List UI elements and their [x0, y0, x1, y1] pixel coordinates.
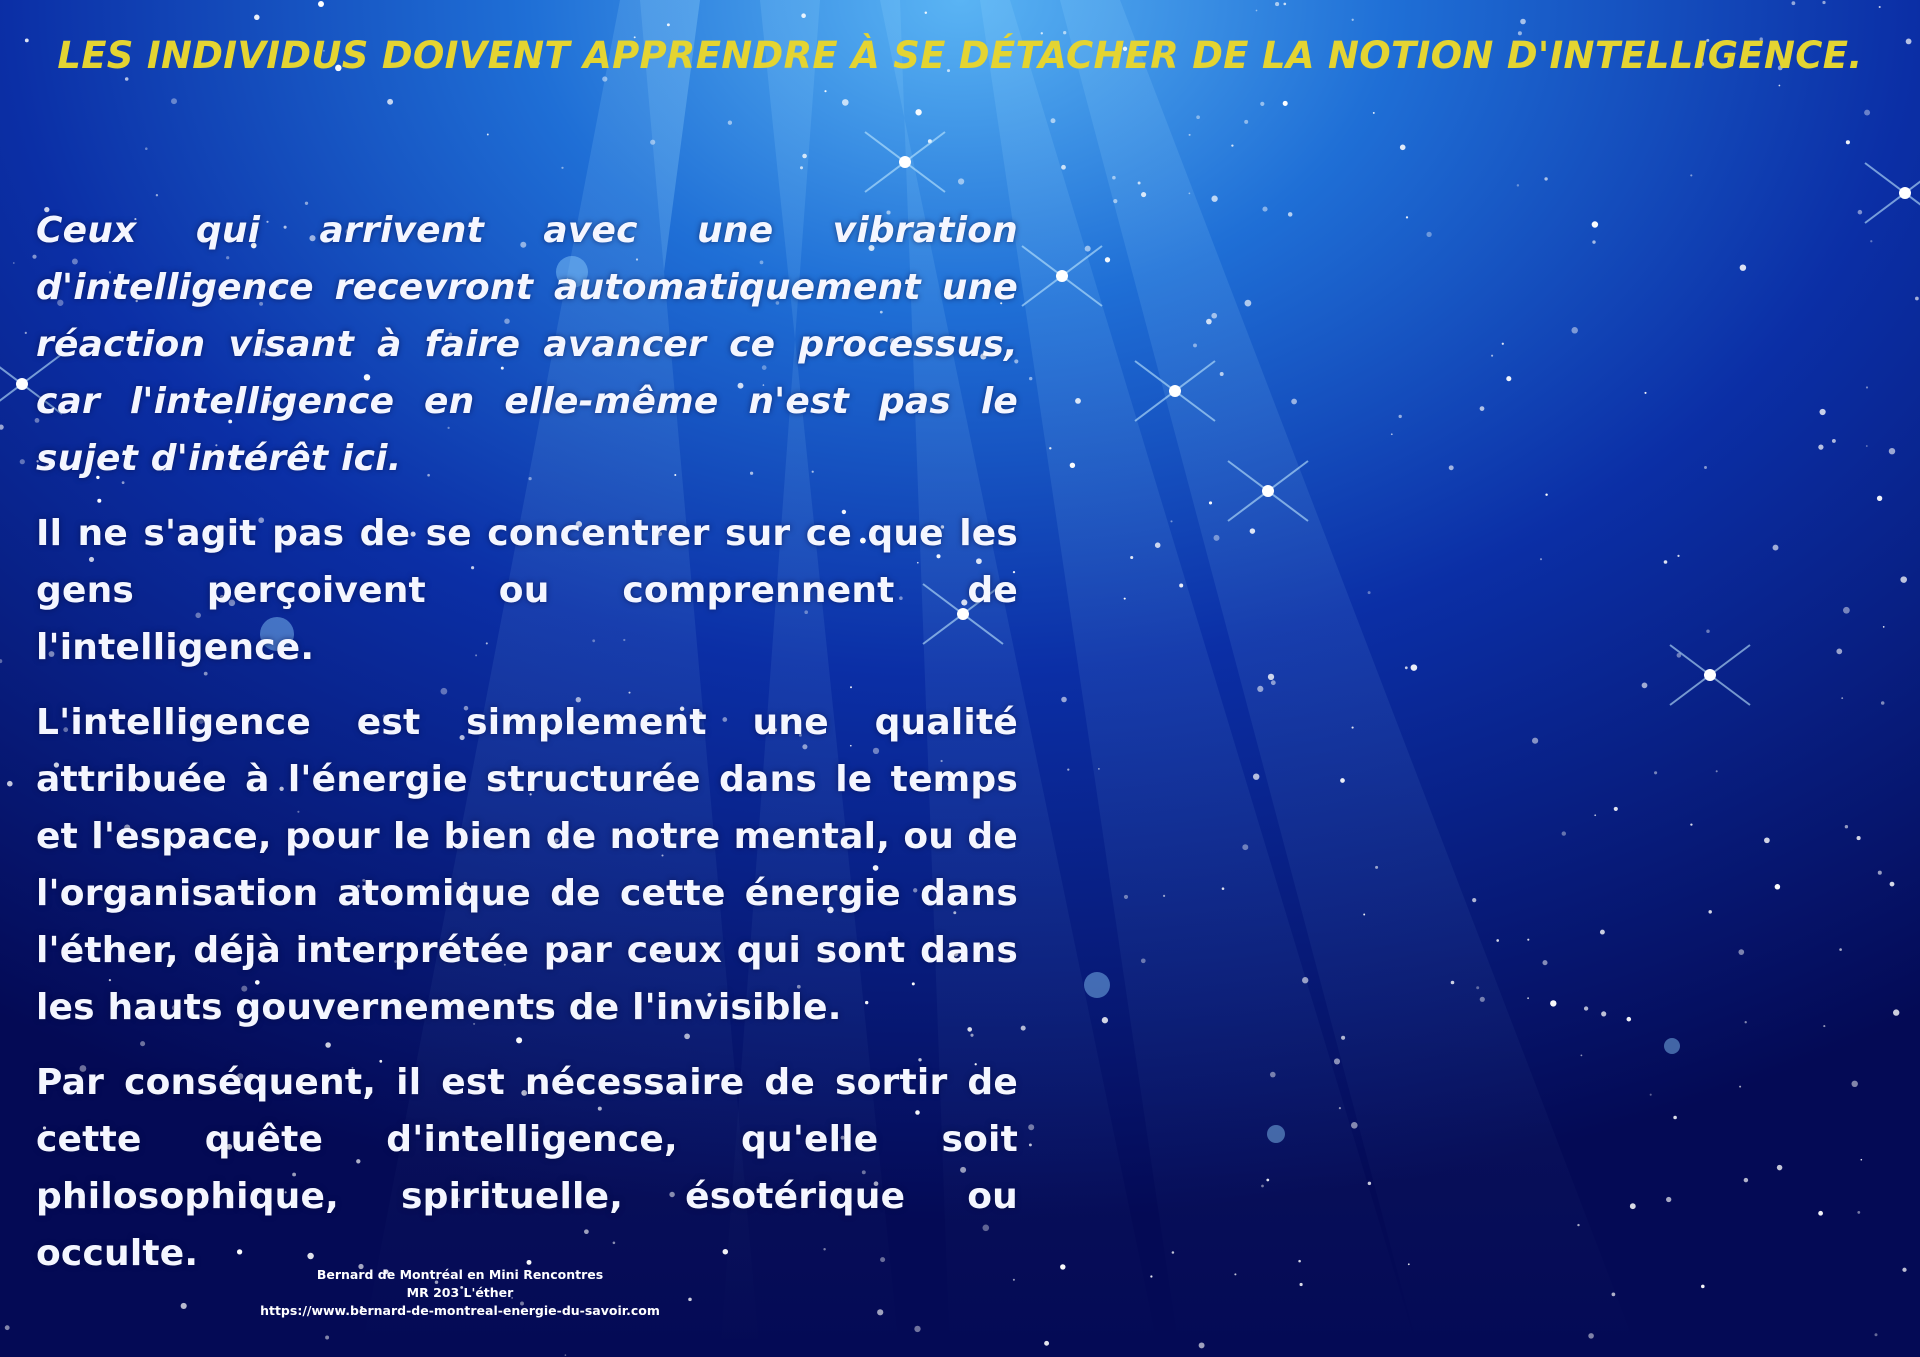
star — [1532, 738, 1538, 744]
star — [1044, 1341, 1049, 1346]
star — [1266, 1179, 1269, 1182]
star — [1594, 814, 1596, 816]
star — [1900, 576, 1907, 583]
star — [1701, 1285, 1705, 1289]
star — [1881, 701, 1885, 705]
star — [1242, 844, 1248, 850]
star — [802, 154, 807, 159]
star — [925, 11, 927, 13]
star — [1340, 778, 1345, 783]
paragraph-3: L'intelligence est simplement une qualité attribuée à l'énergie structurée dans le temps et l'espace, pour le bien de notre mental, ou de l'organisation atomique de cette énergie dans l'éther, déjà interprétée par ceux qui sont dans les hauts gouvernements de l'invisible. — [36, 702, 1018, 1028]
star — [1545, 493, 1547, 495]
star — [25, 332, 27, 334]
star — [1352, 19, 1354, 21]
star — [1113, 199, 1117, 203]
star — [1877, 496, 1882, 501]
star — [602, 76, 607, 81]
star — [1614, 807, 1618, 811]
star — [1196, 115, 1200, 119]
star — [1363, 914, 1365, 916]
star — [1858, 210, 1863, 215]
star — [1851, 1081, 1857, 1087]
paragraph-4: Par conséquent, il est nécessaire de sortir de cette quête d'intelligence, qu'elle soit philosophique, spirituelle, ésotérique ou occulte. — [36, 1062, 1018, 1274]
star — [1491, 355, 1493, 357]
star — [1067, 768, 1069, 770]
star — [1124, 598, 1126, 600]
star — [1028, 1124, 1034, 1130]
star — [1550, 1000, 1556, 1006]
star — [1630, 1203, 1636, 1209]
star — [1283, 3, 1286, 6]
star — [1832, 439, 1836, 443]
star — [1405, 666, 1408, 669]
star — [1588, 1333, 1594, 1339]
star — [1902, 1268, 1906, 1272]
star — [1098, 768, 1100, 770]
star — [1775, 884, 1781, 890]
star — [842, 99, 849, 106]
star — [487, 134, 489, 136]
star — [801, 13, 806, 18]
star — [1864, 110, 1870, 116]
star — [1373, 112, 1375, 114]
quote-body — [36, 202, 1018, 1300]
star — [1051, 118, 1056, 123]
star — [1836, 649, 1842, 655]
star — [1690, 823, 1692, 825]
star — [1644, 392, 1646, 394]
star — [1580, 1054, 1582, 1056]
star — [1352, 727, 1354, 729]
star — [5, 1325, 10, 1330]
star — [1172, 1251, 1175, 1254]
star — [1506, 376, 1511, 381]
star — [1231, 144, 1233, 146]
star — [650, 140, 655, 145]
star — [1627, 1017, 1632, 1022]
star — [1823, 1025, 1825, 1027]
star — [1124, 895, 1128, 899]
star — [1170, 520, 1172, 522]
star — [1049, 447, 1051, 449]
star — [1275, 2, 1279, 6]
star — [1592, 240, 1595, 243]
star — [1571, 327, 1578, 334]
star — [824, 90, 826, 92]
credit-author: Bernard de Montréal en Mini Rencontres — [316, 1267, 604, 1282]
star — [1260, 102, 1264, 106]
star — [1480, 406, 1485, 411]
star — [1179, 584, 1183, 588]
star — [1673, 1116, 1677, 1120]
star — [915, 109, 921, 115]
star — [318, 1, 324, 7]
star — [1257, 686, 1263, 692]
star — [1704, 466, 1707, 469]
star — [1245, 300, 1252, 307]
star — [1253, 773, 1259, 779]
star — [325, 1336, 329, 1340]
star — [1866, 386, 1868, 388]
star — [1211, 313, 1217, 319]
star — [1878, 871, 1882, 875]
star — [1368, 1182, 1371, 1185]
star — [1502, 343, 1504, 345]
star — [1601, 1011, 1606, 1016]
star — [1408, 1263, 1410, 1265]
star — [1351, 1122, 1358, 1129]
star — [1075, 398, 1081, 404]
star — [1745, 1021, 1747, 1023]
paragraph-2: Il ne s'agit pas de se concentrer sur ce que les gens perçoivent ou comprennent de l'intelligence. — [36, 513, 1018, 668]
star — [914, 1326, 920, 1332]
star — [1271, 680, 1276, 685]
star — [1542, 960, 1547, 965]
star — [1654, 771, 1657, 774]
star — [1792, 1, 1796, 5]
star — [667, 23, 670, 26]
star — [1250, 528, 1256, 534]
star — [1642, 683, 1648, 689]
star — [1220, 372, 1224, 376]
paragraph-intro: Ceux qui arrivent avec une vibration d'intelligence recevront automatiquement une réaction visant à faire avancer ce processus, car l'intelligence en elle-même n'est pas le sujet d'intérêt ici. — [36, 210, 1018, 479]
star — [1818, 444, 1823, 449]
star — [1875, 1333, 1878, 1336]
star — [1861, 1159, 1863, 1161]
star — [1857, 1211, 1860, 1214]
star — [20, 459, 25, 464]
star — [1141, 192, 1146, 197]
star — [1883, 626, 1885, 628]
star — [1820, 409, 1826, 415]
star — [1540, 558, 1542, 560]
star — [1261, 1185, 1264, 1188]
star — [1021, 1026, 1026, 1031]
star — [1744, 1178, 1748, 1182]
star — [1222, 887, 1225, 890]
star — [1105, 257, 1110, 262]
star — [1584, 1006, 1588, 1010]
star — [1915, 297, 1919, 301]
star — [1612, 1293, 1616, 1297]
star — [1426, 232, 1431, 237]
star — [1777, 1165, 1782, 1170]
star — [1496, 939, 1499, 942]
star — [1070, 463, 1075, 468]
star — [1193, 343, 1197, 347]
star — [1650, 1094, 1652, 1096]
star — [1764, 837, 1770, 843]
star — [1214, 535, 1220, 541]
star — [1270, 1072, 1276, 1078]
credit-url: https://www.bernard-de-montreal-energie-du-savoir.com — [260, 1303, 660, 1318]
star — [1411, 664, 1418, 671]
star — [1476, 986, 1479, 989]
star — [171, 98, 177, 104]
star — [1890, 882, 1895, 887]
star — [1291, 399, 1297, 405]
star — [125, 77, 129, 81]
star — [1866, 445, 1868, 447]
star — [1302, 977, 1308, 983]
star — [1600, 930, 1605, 935]
star — [254, 15, 259, 20]
star — [1738, 949, 1744, 955]
star — [1061, 697, 1067, 703]
star — [1189, 193, 1191, 195]
star — [1822, 1, 1825, 4]
star — [1400, 144, 1406, 150]
bokeh-orb — [1084, 972, 1110, 998]
star — [156, 194, 158, 196]
star — [1677, 555, 1679, 557]
star — [1716, 770, 1718, 772]
credit-episode: MR 203 L'éther — [406, 1285, 514, 1300]
star — [877, 1309, 883, 1315]
star — [1155, 542, 1161, 548]
star — [1112, 176, 1116, 180]
star — [1262, 207, 1267, 212]
star — [1283, 101, 1288, 106]
star — [1773, 545, 1779, 551]
star — [1339, 1107, 1341, 1109]
star — [1150, 1275, 1152, 1277]
star — [1818, 1211, 1823, 1216]
star — [1893, 1009, 1899, 1015]
star — [7, 781, 13, 787]
star — [1029, 1143, 1032, 1146]
star — [1300, 1283, 1303, 1286]
star — [1517, 184, 1519, 186]
star — [1845, 825, 1848, 828]
star — [1449, 465, 1454, 470]
star — [1368, 591, 1371, 594]
star — [1480, 997, 1485, 1002]
star — [1060, 1264, 1065, 1269]
star — [1391, 433, 1393, 435]
star — [1029, 377, 1032, 380]
star — [1846, 140, 1850, 144]
star — [1779, 85, 1781, 87]
star — [728, 121, 732, 125]
star — [1061, 165, 1066, 170]
headline: LES INDIVIDUS DOIVENT APPRENDRE À SE DÉTACHER DE LA NOTION D'INTELLIGENCE. — [57, 34, 1863, 77]
bokeh-orb — [1664, 1038, 1680, 1054]
star — [1843, 607, 1850, 614]
bokeh-orb — [1267, 1125, 1285, 1143]
star — [1544, 177, 1547, 180]
star — [1706, 629, 1710, 633]
star — [1375, 866, 1378, 869]
star — [1085, 246, 1091, 252]
star — [181, 1303, 187, 1309]
star — [1288, 212, 1293, 217]
star — [1739, 1086, 1741, 1088]
star — [1334, 1058, 1340, 1064]
star — [1562, 831, 1566, 835]
star — [1592, 221, 1598, 227]
star — [1298, 1260, 1301, 1263]
star — [1527, 939, 1529, 941]
star — [1234, 1273, 1236, 1275]
star — [565, 1354, 567, 1356]
star — [1206, 319, 1212, 325]
star — [1577, 1224, 1579, 1226]
star — [1189, 134, 1191, 136]
star — [1163, 895, 1165, 897]
star — [1209, 501, 1212, 504]
star — [1520, 19, 1526, 25]
star — [1870, 240, 1872, 242]
star — [1666, 1197, 1671, 1202]
star — [1472, 898, 1476, 902]
star — [387, 99, 393, 105]
source-credits — [200, 1266, 720, 1320]
star — [800, 166, 803, 169]
star — [1256, 10, 1258, 12]
star — [1399, 415, 1402, 418]
star — [1451, 981, 1455, 985]
star — [1889, 448, 1895, 454]
star — [1199, 1342, 1205, 1348]
star — [1244, 120, 1248, 124]
star — [1740, 264, 1746, 270]
star — [1841, 697, 1843, 699]
star — [1708, 910, 1711, 913]
star — [1664, 560, 1668, 564]
star — [1406, 216, 1408, 218]
star — [1857, 836, 1861, 840]
star — [561, 167, 563, 169]
star — [1839, 948, 1842, 951]
star — [958, 178, 964, 184]
star — [13, 262, 15, 264]
star — [1138, 182, 1141, 185]
star — [1102, 1017, 1108, 1023]
star — [1879, 6, 1881, 8]
star — [1690, 174, 1692, 176]
star — [1130, 556, 1133, 559]
star — [1141, 958, 1146, 963]
star — [1211, 196, 1217, 202]
star — [145, 147, 148, 150]
star — [1341, 1036, 1345, 1040]
star — [1268, 674, 1274, 680]
star — [1527, 997, 1529, 999]
